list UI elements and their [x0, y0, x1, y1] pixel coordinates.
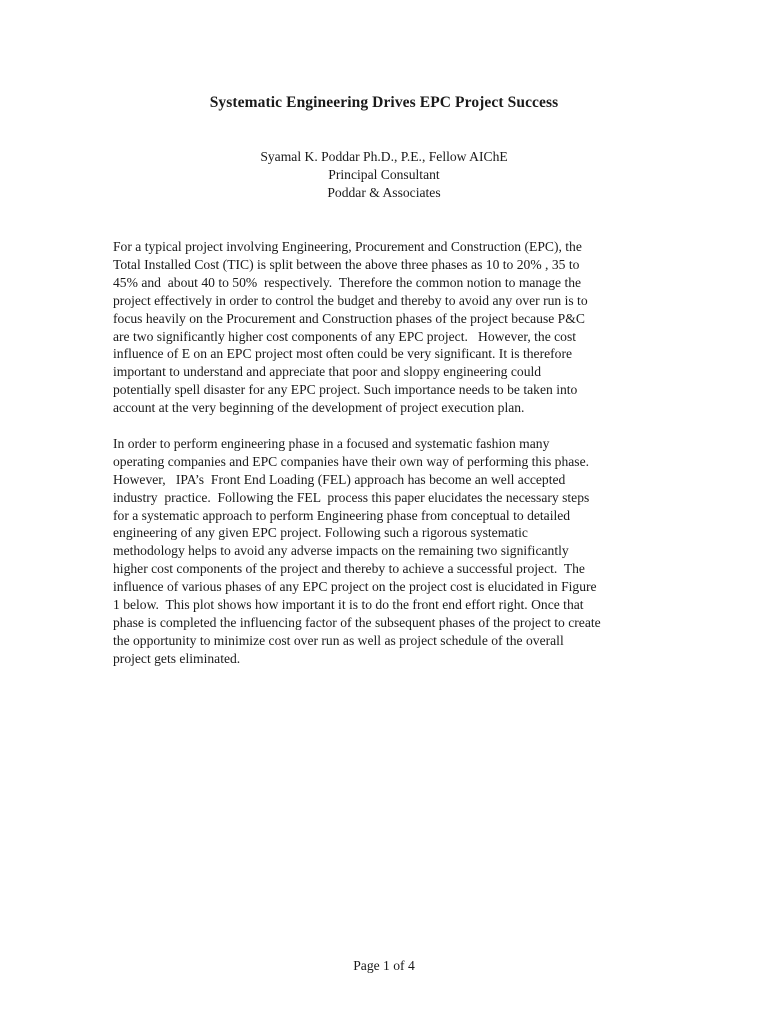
- paragraph-line: project gets eliminated.: [113, 650, 241, 666]
- paragraph-line: Total Installed Cost (TIC) is split between the above three phases as 10 to 20% , 35 to: [113, 256, 580, 272]
- author-organization: Poddar & Associates: [327, 185, 441, 200]
- paragraph-spacer: [113, 417, 658, 435]
- paragraph-line: influence of various phases of any EPC project on the project cost is elucidated in Figure: [113, 579, 597, 595]
- paragraph-line: the opportunity to minimize cost over run as well as project schedule of the overall: [113, 632, 564, 648]
- paragraph-line: methodology helps to avoid any adverse impacts on the remaining two significantly: [113, 543, 569, 559]
- document-body: [113, 238, 658, 668]
- paragraph-line: project effectively in order to control the budget and thereby to avoid any over run is to: [113, 292, 588, 308]
- paragraph-line: engineering of any given EPC project. Following such a rigorous systematic: [113, 525, 528, 541]
- paragraph-line: For a typical project involving Engineering, Procurement and Construction (EPC), the: [113, 239, 582, 254]
- paragraph-line: influence of E on an EPC project most often could be very significant. It is therefore: [113, 346, 573, 362]
- paragraph-line: However, IPA’s Front End Loading (FEL) approach has become an well accepted: [113, 471, 566, 487]
- paragraph-line: higher cost components of the project and thereby to achieve a successful project. The: [113, 561, 585, 577]
- paragraph-line: 45% and about 40 to 50% respectively. Therefore the common notion to manage the: [113, 274, 582, 290]
- author-block: [0, 148, 768, 202]
- author-role: Principal Consultant: [328, 167, 440, 182]
- paragraph-2: [113, 435, 658, 668]
- paragraph-line: industry practice. Following the FEL process this paper elucidates the necessary steps: [113, 489, 590, 505]
- paragraph-line: focus heavily on the Procurement and Construction phases of the project because P&C: [113, 310, 585, 326]
- paragraph-line: potentially spell disaster for any EPC project. Such importance needs to be taken into: [113, 382, 578, 398]
- document-title: Systematic Engineering Drives EPC Project Success: [209, 94, 559, 111]
- paragraph-line: 1 below. This plot shows how important it is to do the front end effort right. Once that: [113, 597, 584, 613]
- paragraph-line: are two significantly higher cost components of any EPC project. However, the cost: [113, 328, 577, 344]
- page-number: Page 1 of 4: [353, 958, 415, 973]
- paragraph-line: account at the very beginning of the development of project execution plan.: [113, 400, 525, 416]
- paragraph-line: phase is completed the influencing factor of the subsequent phases of the project to create: [113, 615, 601, 631]
- author-name: Syamal K. Poddar Ph.D., P.E., Fellow AIChE: [260, 149, 508, 164]
- paragraph-line: for a systematic approach to perform Engineering phase from conceptual to detailed: [113, 507, 571, 523]
- paragraph-line: In order to perform engineering phase in a focused and systematic fashion many: [113, 435, 550, 451]
- paragraph-line: operating companies and EPC companies have their own way of performing this phase.: [113, 453, 590, 469]
- paragraph-line: important to understand and appreciate that poor and sloppy engineering could: [113, 364, 542, 380]
- paragraph-1: [113, 238, 658, 417]
